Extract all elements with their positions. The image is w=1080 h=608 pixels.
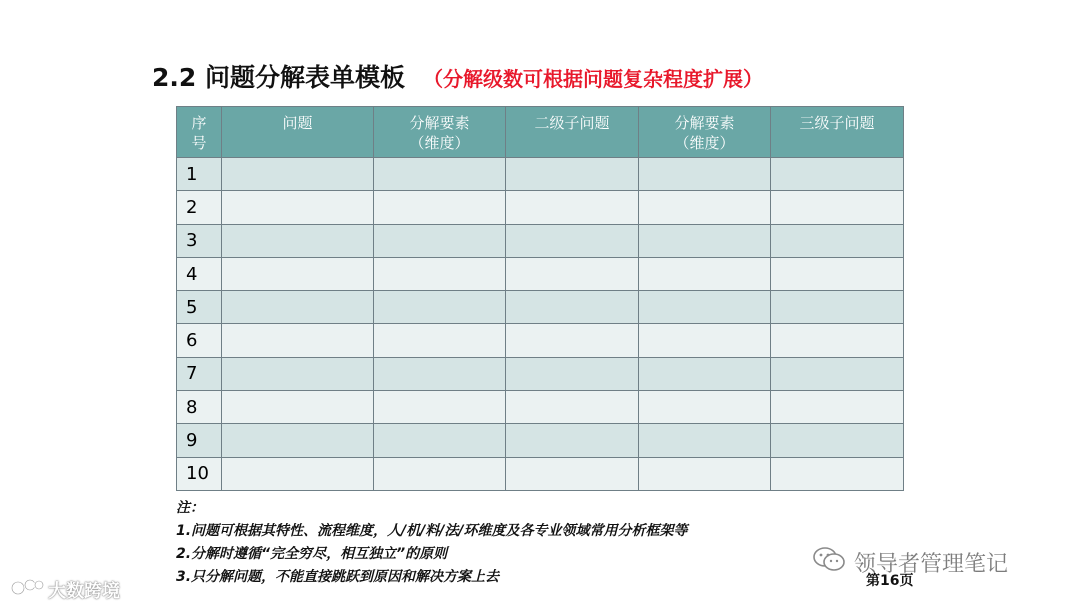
header-factor-1: 分解要素 （维度） — [374, 107, 506, 158]
cell — [639, 224, 771, 257]
cell — [771, 357, 904, 390]
cell — [771, 457, 904, 490]
cell — [374, 224, 506, 257]
decomposition-table — [176, 106, 904, 491]
row-number: 6 — [177, 324, 222, 357]
cell — [222, 391, 374, 424]
table-row — [177, 391, 904, 424]
table-row — [177, 224, 904, 257]
table-row — [177, 257, 904, 290]
cell — [222, 357, 374, 390]
cell — [374, 257, 506, 290]
cell — [374, 457, 506, 490]
cell — [374, 357, 506, 390]
cell — [506, 224, 639, 257]
notes-section — [176, 497, 688, 589]
row-number: 8 — [177, 391, 222, 424]
header-seq: 序 号 — [177, 107, 222, 158]
cell — [771, 158, 904, 191]
page-number: 第16页 — [866, 573, 914, 589]
cell — [506, 257, 639, 290]
cell — [374, 158, 506, 191]
wechat-icon — [812, 546, 846, 578]
table-row — [177, 291, 904, 324]
cell — [639, 191, 771, 224]
cell — [506, 357, 639, 390]
title-main: 2.2 问题分解表单模板 — [152, 63, 405, 92]
corner-logo — [10, 576, 120, 603]
note-item: 1.问题可根据其特性、流程维度，人/机/料/法/环维度及各专业领域常用分析框架等 — [176, 523, 688, 539]
cell — [506, 391, 639, 424]
cell — [771, 191, 904, 224]
cell — [639, 158, 771, 191]
row-number: 1 — [177, 158, 222, 191]
cell — [222, 257, 374, 290]
cell — [374, 291, 506, 324]
header-sub-problem-2: 二级子问题 — [506, 107, 639, 158]
table-row — [177, 324, 904, 357]
cell — [222, 424, 374, 457]
cell — [222, 191, 374, 224]
cell — [506, 191, 639, 224]
cell — [222, 324, 374, 357]
cell — [506, 424, 639, 457]
cell — [374, 424, 506, 457]
note-item: 3.只分解问题，不能直接跳跃到原因和解决方案上去 — [176, 569, 500, 585]
row-number: 5 — [177, 291, 222, 324]
cell — [639, 324, 771, 357]
cell — [506, 457, 639, 490]
cell — [639, 457, 771, 490]
slide-title — [152, 58, 763, 98]
cell — [222, 224, 374, 257]
header-factor-2: 分解要素 （维度） — [639, 107, 771, 158]
cell — [771, 257, 904, 290]
cell — [771, 291, 904, 324]
cell — [222, 158, 374, 191]
cell — [374, 391, 506, 424]
row-number: 9 — [177, 424, 222, 457]
cell — [222, 291, 374, 324]
row-number: 10 — [177, 457, 222, 490]
cell — [639, 357, 771, 390]
row-number: 7 — [177, 357, 222, 390]
cell — [639, 424, 771, 457]
cell — [222, 457, 374, 490]
header-row — [177, 107, 904, 158]
cell — [506, 291, 639, 324]
cell — [639, 391, 771, 424]
table-row — [177, 457, 904, 490]
row-number: 4 — [177, 257, 222, 290]
cell — [374, 324, 506, 357]
header-sub-problem-3: 三级子问题 — [771, 107, 904, 158]
notes-label: 注： — [176, 500, 204, 516]
cell — [771, 324, 904, 357]
cell — [639, 257, 771, 290]
cell — [771, 424, 904, 457]
cell — [771, 224, 904, 257]
watermark-text: 领导者管理笔记 — [854, 551, 1009, 577]
cell — [374, 191, 506, 224]
cell — [506, 158, 639, 191]
table-row — [177, 357, 904, 390]
logo-icon — [10, 576, 44, 603]
row-number: 2 — [177, 191, 222, 224]
row-number: 3 — [177, 224, 222, 257]
table-row — [177, 158, 904, 191]
cell — [771, 391, 904, 424]
cell — [506, 324, 639, 357]
header-problem: 问题 — [222, 107, 374, 158]
logo-text: 大数跨境 — [48, 580, 120, 602]
table-row — [177, 424, 904, 457]
note-item: 2.分解时遵循“完全穷尽，相互独立”的原则 — [176, 546, 448, 562]
table-row — [177, 191, 904, 224]
cell — [639, 291, 771, 324]
title-note: （分解级数可根据问题复杂程度扩展） — [423, 67, 763, 91]
